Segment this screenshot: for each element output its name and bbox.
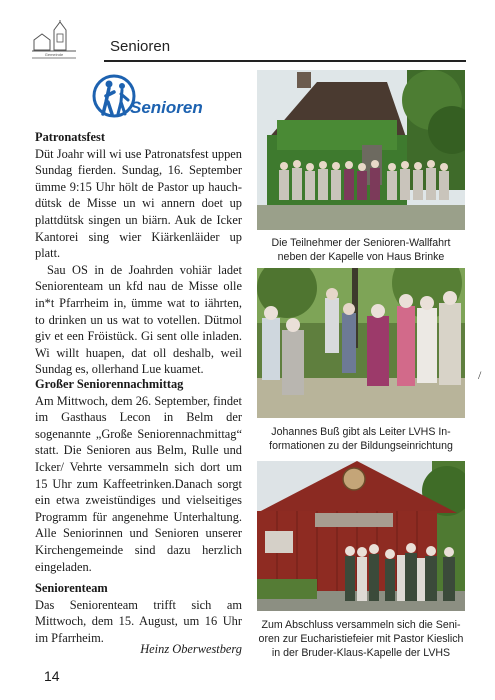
- article-heading: Seniorenteam: [35, 581, 108, 595]
- photo-caption: [257, 236, 465, 264]
- article-paragraph: Das Seniorenteam trifft sich am Mittwoch, dem 15. August, um 16 Uhr im Pfarrheim.: [35, 597, 242, 645]
- logo-text: Gemeinde: [44, 52, 64, 57]
- photo-caption: [257, 618, 465, 660]
- senioren-logo: [92, 70, 202, 126]
- article-heading: Patronatsfest: [35, 130, 105, 144]
- article-seniorenteam: [35, 580, 242, 646]
- senioren-logo-label: Senioren: [130, 98, 203, 117]
- caption-line: Die Teilnehmer der Senioren-Wallfahrt: [271, 237, 451, 249]
- photo-caption: [257, 425, 465, 453]
- page-number: 14: [44, 668, 60, 684]
- article-paragraph: Sau OS in de Joahrden vohiär ladet Seniorenteam un kfd nau de Misse olle in*t Pfarrheim in, ümme wat to iährten, to drinken un us wat to votellen. Dütmol giv et een Fröistück. Gi sent olle inladen. Wi willt huapen, dat oll deshalb, weil Sundag es, ollerhand Lue kuamet.: [35, 262, 242, 377]
- caption-line: formationen zu der Bildungseinrichtung: [269, 440, 453, 452]
- article-paragraph: Am Mittwoch, dem 26. September, findet im Gasthaus Lecon in Belm der sogenannte „Große Seniorennachmittag“ statt. Die Senioren aus Belm, Rulle und Icker/ Vehrte versammeln sich dort um 15 Uhr zum Kaffeetrinken.Danach sorgt ein etwa zweistündiges und vielseitiges Programm für angenehme Unterhaltung. Alle Seniorinnen und Senioren unserer Kirchengemeinde sind dazu herzlich eingeladen.: [35, 393, 242, 574]
- page-header-title: Senioren: [110, 38, 171, 55]
- caption-line: oren zur Eucharistiefeier mit Pastor Kieslich: [258, 633, 464, 645]
- margin-mark: /: [478, 368, 482, 382]
- article-patronatsfest: [35, 129, 242, 378]
- caption-line: Johannes Buß gibt als Leiter LVHS In-: [271, 426, 451, 438]
- caption-line: in der Bruder-Klaus-Kapelle der LVHS: [271, 647, 451, 659]
- caption-line: neben der Kapelle von Haus Brinke: [277, 251, 445, 263]
- article-heading: Großer Seniorennachmittag: [35, 377, 184, 391]
- photo-bruder-klaus-kapelle: [257, 461, 465, 611]
- article-paragraph: Düt Joahr will wi use Patronatsfest uppen Sundag fierden. Sundag, 16. September ümme 9:15 Uhr hölt de Pastor up hauch-dütsk de Misse un wi annern doet up plattdütsk singen un biärn. Auk de Icker Kantorei sing wier Kiärkenläider up platt.: [35, 146, 242, 261]
- parish-logo: [30, 20, 78, 64]
- author-signature: Heinz Oberwestberg: [140, 642, 242, 656]
- caption-line: Zum Abschluss versammeln sich die Seni-: [261, 619, 461, 631]
- photo-lvhs-information: [257, 268, 465, 418]
- header-rule: [104, 60, 466, 62]
- photo-chapel-group: [257, 70, 465, 230]
- article-seniorennachmittag: [35, 376, 242, 575]
